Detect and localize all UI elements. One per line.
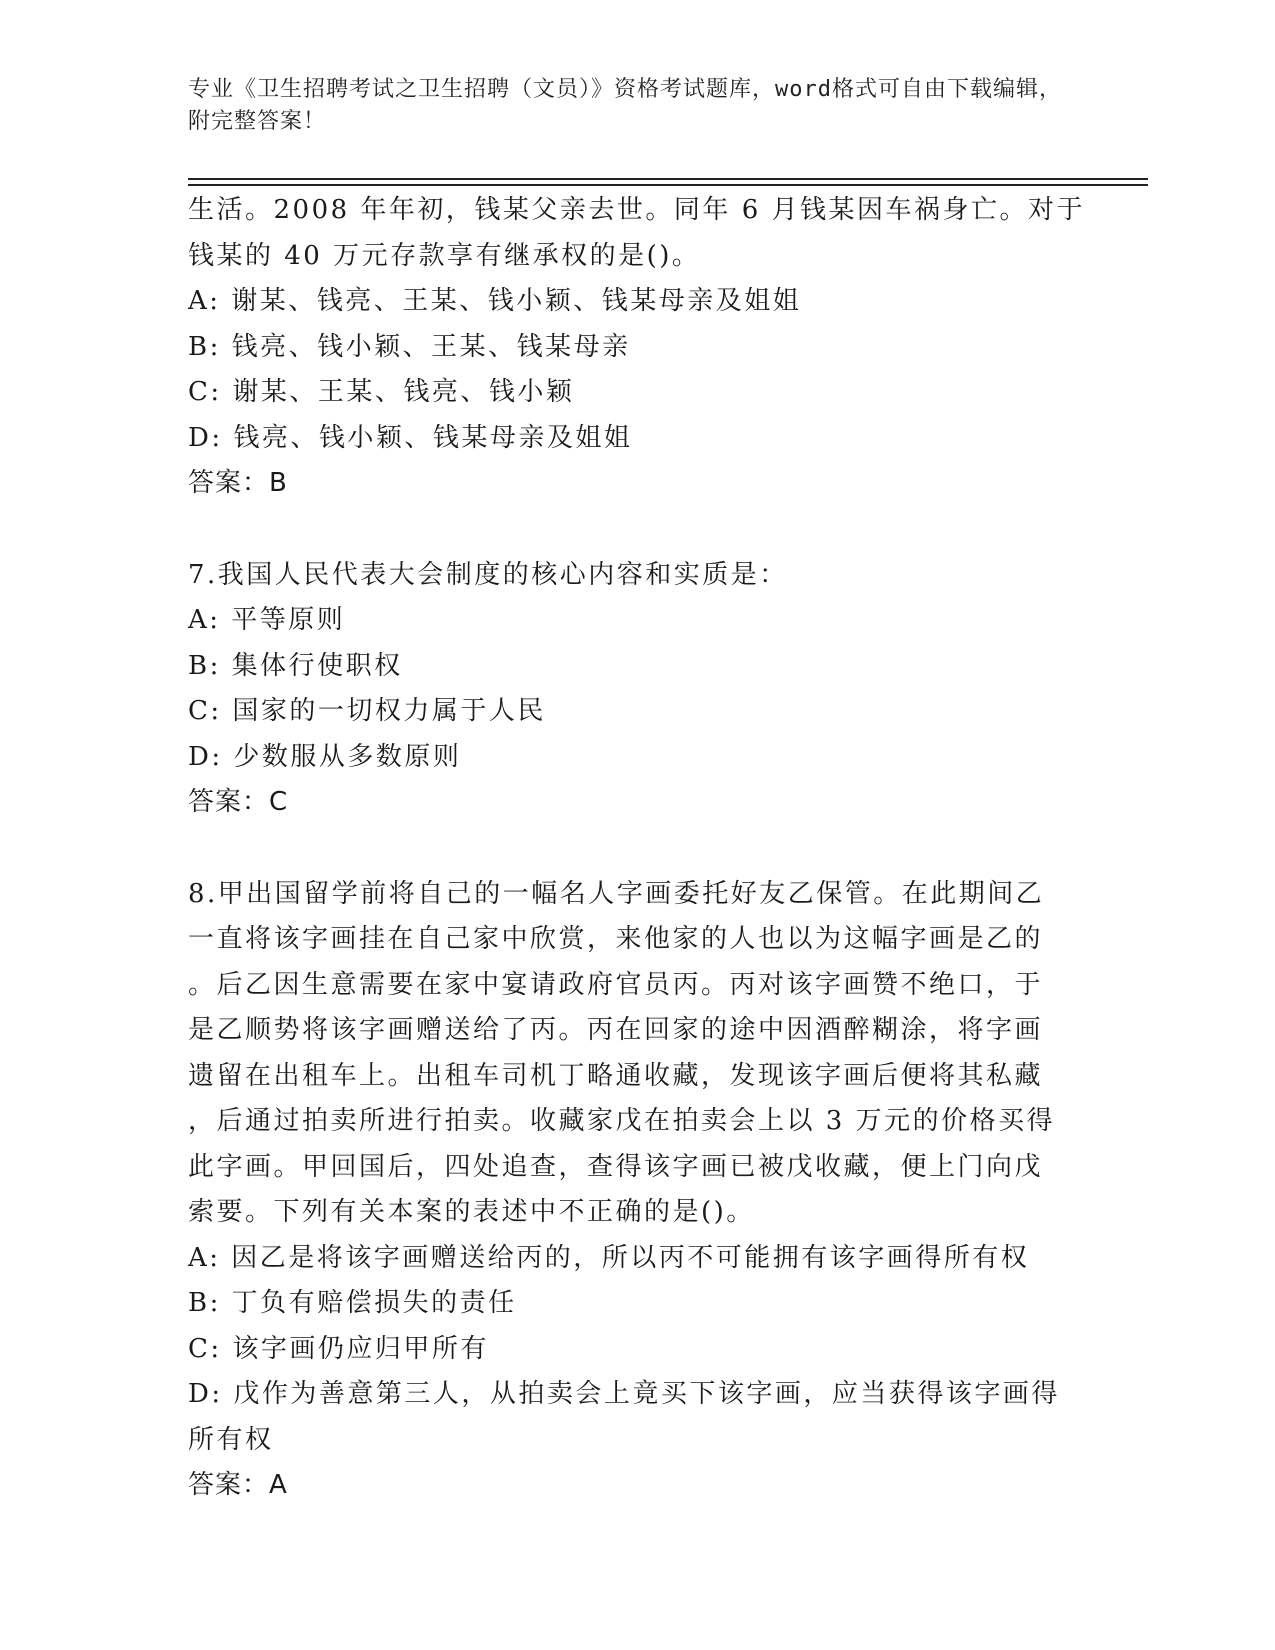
document-header: 专业《卫生招聘考试之卫生招聘（文员）》资格考试题库，word格式可自由下载编辑，附完整答案！ [188, 77, 1062, 134]
question-stem: 7.我国人民代表大会制度的核心内容和实质是： [188, 559, 788, 590]
option-d: D: 钱亮、钱小颖、钱某母亲及姐姐 [188, 422, 633, 453]
question-7 [188, 553, 1068, 826]
question-stem-line: ，后通过拍卖所进行拍卖。收藏家戊在拍卖会上以 3 万元的价格买得 [188, 1106, 1056, 1136]
option-c: C: 该字画仍应归甲所有 [188, 1333, 489, 1364]
question-6 [188, 188, 1086, 507]
question-stem-line: 生活。2008 年年初，钱某父亲去世。同年 6 月钱某因车祸身亡。对于 [188, 195, 1086, 225]
question-stem-line: 是乙顺势将该字画赠送给了丙。丙在回家的途中因酒醉糊涂，将字画 [188, 1015, 1044, 1045]
option-d-continued: 所有权 [188, 1424, 274, 1455]
option-b: B: 集体行使职权 [188, 650, 403, 681]
answer-line: 答案：B [188, 468, 288, 498]
question-stem-line: 索要。下列有关本案的表述中不正确的是()。 [188, 1197, 755, 1227]
option-c: C: 国家的一切权力属于人民 [188, 696, 546, 726]
document-body [188, 188, 1086, 1509]
question-stem-line: 遗留在出租车上。出租车司机丁略通收藏，发现该字画后便将其私藏 [188, 1060, 1044, 1091]
option-a: A: 平等原则 [188, 605, 346, 635]
answer-line: 答案：C [188, 787, 289, 817]
question-stem-line: 一直将该字画挂在自己家中欣赏，来他家的人也以为这幅字画是乙的 [188, 924, 1044, 954]
question-stem-line: 此字画。甲回国后，四处追查，查得该字画已被戊收藏，便上门向戊 [188, 1151, 1044, 1182]
option-a: A: 因乙是将该字画赠送给丙的，所以丙不可能拥有该字画得所有权 [188, 1242, 1030, 1273]
header-rule-top [188, 178, 1148, 180]
option-d: D: 少数服从多数原则 [188, 741, 462, 772]
option-d: D: 戊作为善意第三人，从拍卖会上竟买下该字画，应当获得该字画得 [188, 1379, 1060, 1409]
option-c: C: 谢某、王某、钱亮、钱小颖 [188, 377, 575, 407]
answer-line: 答案：A [188, 1470, 288, 1500]
question-stem-line: 8.甲出国留学前将自己的一幅名人字画委托好友乙保管。在此期间乙 [188, 878, 1045, 909]
question-stem-line: 。后乙因生意需要在家中宴请政府官员丙。丙对该字画赞不绝口，于 [188, 969, 1044, 1000]
option-b: B: 钱亮、钱小颖、王某、钱某母亲 [188, 331, 631, 362]
option-a: A: 谢某、钱亮、王某、钱小颖、钱某母亲及姐姐 [188, 286, 802, 316]
header-rule-bottom [188, 184, 1148, 186]
spacer [188, 507, 1068, 553]
spacer [188, 826, 1068, 872]
question-stem-line: 钱某的 40 万元存款享有继承权的是()。 [188, 240, 701, 271]
option-b: B: 丁负有赔偿损失的责任 [188, 1288, 517, 1318]
question-8 [188, 872, 1068, 1509]
